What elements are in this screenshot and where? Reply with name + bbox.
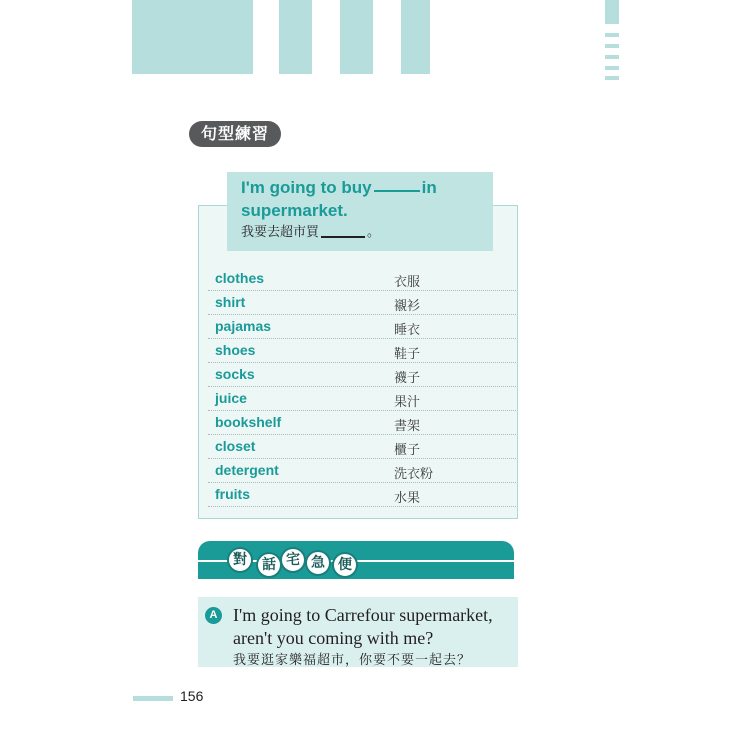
header-stripe <box>373 0 401 74</box>
vocab-chinese: 書架 <box>394 419 421 434</box>
page-number: 156 <box>180 688 204 704</box>
pattern-chinese-after: 。 <box>367 225 381 240</box>
vocab-english: socks <box>215 366 255 382</box>
vocab-chinese: 睡衣 <box>394 323 421 338</box>
sentence-pattern-chinese <box>241 225 380 240</box>
dialogue-english: I'm going to Carrefour supermarket, aren't you coming with me? <box>233 605 493 648</box>
vocab-english: fruits <box>215 486 250 502</box>
speaker-badge: A <box>205 607 222 624</box>
vocab-row <box>208 459 516 483</box>
vocab-chinese: 鞋子 <box>394 347 421 362</box>
vocab-english: clothes <box>215 270 265 286</box>
vocab-english: closet <box>215 438 256 454</box>
vocab-english: pajamas <box>215 318 272 334</box>
vocab-chinese: 洗衣粉 <box>394 467 434 482</box>
vocab-row <box>208 267 516 291</box>
pattern-chinese-before: 我要去超市買 <box>241 225 320 240</box>
vocab-row <box>208 435 516 459</box>
header-stripe <box>312 0 340 74</box>
vocab-row <box>208 411 516 435</box>
vocab-chinese: 襯衫 <box>394 299 421 314</box>
page-number-bar <box>133 696 173 701</box>
vocab-row <box>208 315 516 339</box>
vocab-english: juice <box>215 390 247 406</box>
dialogue-header-char: 對 <box>227 547 253 573</box>
dialogue-header-char: 宅 <box>280 547 306 573</box>
section-title: 句型練習 <box>189 121 281 147</box>
dialogue-header-char: 便 <box>332 552 358 578</box>
vocab-english: detergent <box>215 462 279 478</box>
vocabulary-list <box>208 267 516 507</box>
vocab-chinese: 櫃子 <box>394 443 421 458</box>
pattern-english-after: in supermarket. <box>241 178 437 220</box>
dialogue-chinese: 我要逛家樂福超市，你要不要一起去？ <box>233 653 472 668</box>
pattern-english-before: I'm going to buy <box>241 178 372 197</box>
blank-line <box>321 236 365 238</box>
vocab-row <box>208 339 516 363</box>
header-stripe <box>253 0 279 74</box>
vocab-chinese: 衣服 <box>394 275 421 290</box>
vocab-chinese: 水果 <box>394 491 421 506</box>
vocab-chinese: 果汁 <box>394 395 421 410</box>
sentence-pattern-english <box>241 176 481 222</box>
blank-line <box>374 190 420 192</box>
vocab-row <box>208 387 516 411</box>
vocab-row <box>208 363 516 387</box>
vocab-chinese: 襪子 <box>394 371 421 386</box>
dialogue-header-char: 話 <box>256 552 282 578</box>
dialogue-header-char: 急 <box>305 550 331 576</box>
vocab-english: bookshelf <box>215 414 282 430</box>
vocab-english: shirt <box>215 294 246 310</box>
vocab-english: shoes <box>215 342 256 358</box>
vocab-row <box>208 291 516 315</box>
vocab-row <box>208 483 516 507</box>
edge-marks <box>605 0 619 80</box>
